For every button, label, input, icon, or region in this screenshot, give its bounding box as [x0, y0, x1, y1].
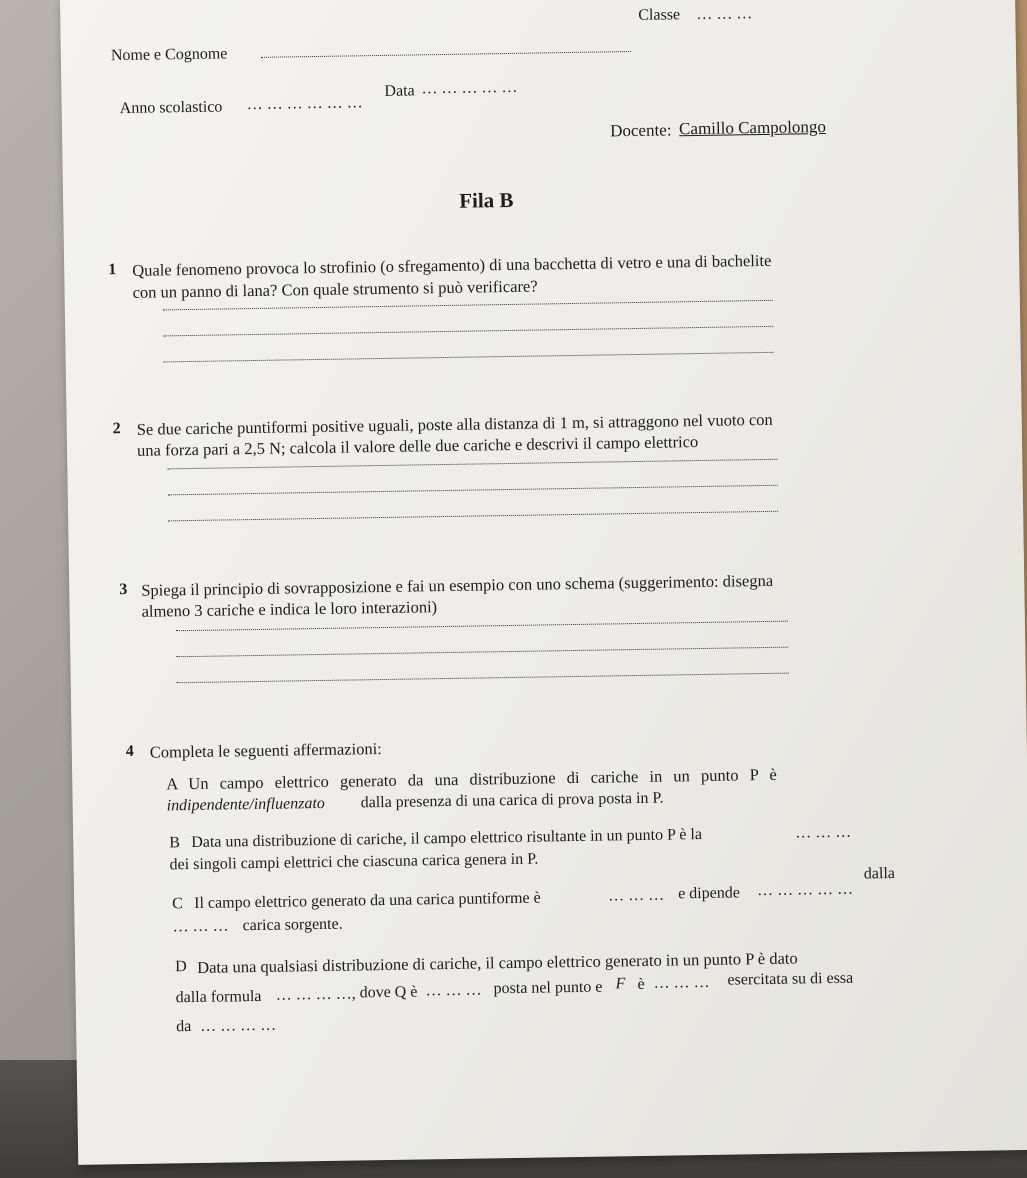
worksheet-paper	[60, 0, 1027, 1165]
fill-dots[interactable]: … … …	[172, 917, 229, 936]
nome-fill-line[interactable]	[261, 51, 631, 58]
item-text: dalla presenza di una carica di prova posta in P.	[360, 789, 664, 812]
answer-line[interactable]	[168, 485, 778, 496]
fill-dots[interactable]: … … …	[608, 886, 665, 905]
item-text: Data una qualsiasi distribuzione di cariche, il campo elettrico generato in un punto P è dato	[197, 948, 798, 977]
item-letter: D	[175, 958, 187, 976]
fill-dots[interactable]: … … …	[795, 823, 852, 842]
question-number: 3	[119, 581, 128, 599]
question-text: una forza pari a 2,5 N; calcola il valore delle due cariche e descrivi il campo elettrico	[136, 432, 699, 460]
question-text: Spiega il principio di sovrapposizione e fai un esempio con uno schema (suggerimento: disegna	[141, 570, 774, 600]
answer-line[interactable]	[176, 647, 788, 658]
answer-line[interactable]	[163, 326, 773, 337]
question-text: con un panno di lana? Con quale strumento si può verificare?	[132, 276, 538, 302]
page-title: Fila B	[459, 187, 514, 213]
docente-label: Docente:	[609, 120, 672, 141]
data-dots[interactable]: … … … … …	[421, 78, 518, 98]
item-letter: B	[169, 834, 181, 852]
item-text: esercitata su di essa	[727, 969, 854, 989]
item-letter: A	[166, 774, 179, 794]
question-text: Se due cariche puntiformi positive uguali, poste alla distanza di 1 m, si attraggono nel vuoto con	[136, 409, 773, 439]
classe-label: Classe	[638, 6, 681, 24]
item-text: è	[637, 975, 645, 994]
answer-line[interactable]	[164, 352, 774, 363]
item-text: e dipende	[677, 884, 740, 903]
item-text: dalla	[863, 864, 896, 883]
fill-dots[interactable]: … … … …,	[275, 985, 356, 1004]
fill-dots[interactable]: … … …	[425, 981, 482, 1000]
fill-dots[interactable]: … … … … …	[756, 880, 854, 900]
anno-label: Anno scolastico	[119, 98, 223, 118]
item-text: Data una distribuzione di cariche, il campo elettrico risultante in un punto P è la	[191, 826, 703, 852]
question-text: almeno 3 cariche e indica le loro interazioni)	[141, 597, 438, 621]
question-number: 2	[112, 420, 121, 438]
item-text-italic: indipendente/influenzato	[166, 794, 325, 815]
question-text: Quale fenomeno provoca lo strofinio (o sfregamento) di una bacchetta di vetro e una di bachelite	[132, 250, 772, 280]
item-letter: C	[172, 895, 184, 913]
docente-name: Camillo Campolongo	[678, 116, 827, 139]
anno-dots[interactable]: … … … … … …	[246, 94, 363, 114]
item-text: Un campo elettrico generato da una distribuzione di cariche in un punto P è	[188, 764, 777, 794]
answer-line[interactable]	[177, 673, 789, 684]
question-number: 4	[125, 742, 134, 761]
item-text: posta nel punto e	[493, 978, 603, 998]
fill-dots[interactable]: … … … …	[200, 1016, 277, 1035]
data-label: Data	[384, 82, 415, 100]
force-vector-symbol: F⃗	[615, 975, 638, 993]
item-text: carica sorgente.	[242, 915, 343, 935]
question-number: 1	[108, 261, 117, 279]
item-text: dalla formula	[175, 987, 262, 1007]
answer-line[interactable]	[167, 459, 777, 470]
answer-line[interactable]	[176, 621, 788, 632]
question-text: Completa le seguenti affermazioni:	[149, 739, 382, 762]
classe-dots[interactable]: … … …	[696, 5, 753, 24]
item-text: da	[176, 1018, 192, 1036]
item-text: dove Q è	[359, 983, 418, 1002]
item-text: Il campo elettrico generato da una carica puntiforme è	[194, 889, 541, 913]
fill-dots[interactable]: … … …	[653, 973, 710, 992]
nome-label: Nome e Cognome	[110, 45, 228, 65]
answer-line[interactable]	[163, 300, 773, 311]
item-text: dei singoli campi elettrici che ciascuna carica genera in P.	[169, 850, 539, 874]
answer-line[interactable]	[168, 511, 778, 522]
